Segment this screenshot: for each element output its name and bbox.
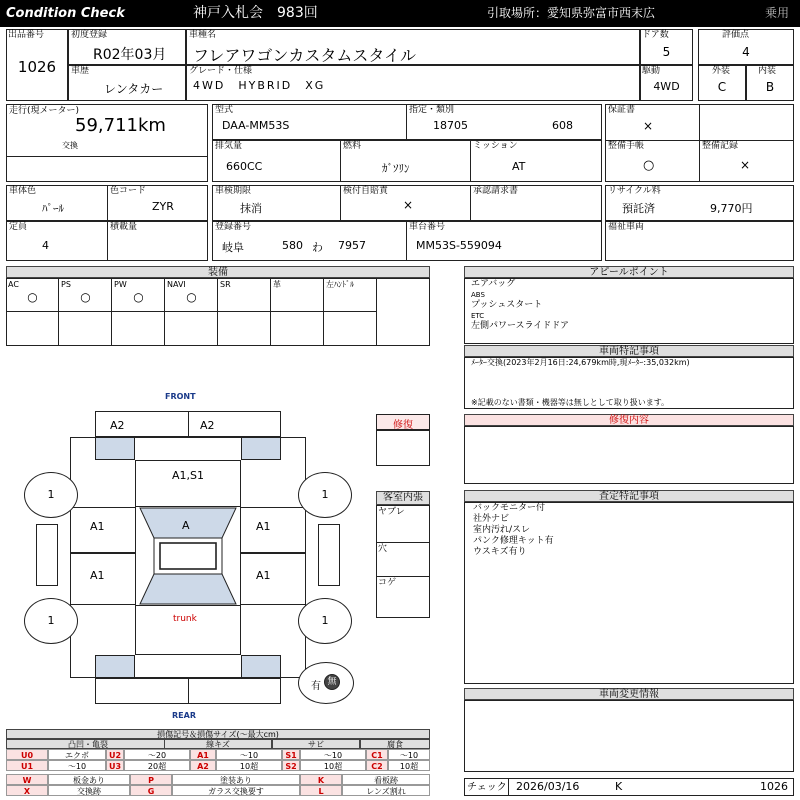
history-label: 車歴 bbox=[71, 66, 90, 76]
legend-desc: 〜10 bbox=[216, 749, 282, 760]
car-name: フレアワゴンカスタムスタイル bbox=[193, 46, 417, 65]
model-value: DAA-MM53S bbox=[222, 119, 290, 132]
car-name-label: 車種名 bbox=[189, 30, 217, 40]
legend-code: U0 bbox=[6, 749, 48, 760]
legend-desc: ガラス交換要す bbox=[172, 785, 300, 796]
legend-desc: 看板跡 bbox=[342, 774, 430, 785]
recycle-status: 預託済 bbox=[622, 202, 655, 215]
exterior-value: C bbox=[717, 80, 727, 94]
first-reg-label: 初度登録 bbox=[71, 30, 108, 40]
interior-damage-title: 客室内張 bbox=[376, 491, 430, 505]
equipment-cell-empty bbox=[271, 312, 324, 346]
legend-code: X bbox=[6, 785, 48, 796]
special-line bbox=[471, 381, 690, 397]
appeal-line: エアバッグ bbox=[471, 279, 516, 289]
model-label: 型式 bbox=[215, 105, 234, 115]
score-label: 評価点 bbox=[722, 30, 750, 40]
legend-code: A2 bbox=[190, 760, 216, 771]
interior-value: B bbox=[765, 80, 775, 94]
transmission-value: AT bbox=[512, 160, 526, 173]
assess-title: 査定特記事項 bbox=[464, 490, 794, 502]
appeal-line: 左側パワースライドドア bbox=[471, 321, 570, 331]
legend-desc: 〜20 bbox=[124, 749, 190, 760]
check-number: 1026 bbox=[760, 780, 788, 793]
interior-damage-item: 穴 bbox=[378, 544, 388, 554]
capacity-divider bbox=[107, 221, 108, 261]
tire-rl: 1 bbox=[24, 598, 78, 644]
legend-code: U3 bbox=[106, 760, 124, 771]
assess-line: 社外ナビ bbox=[473, 514, 510, 524]
legend-code: U1 bbox=[6, 760, 48, 771]
equipment-value: ○ bbox=[80, 290, 91, 304]
doors-value: 5 bbox=[662, 45, 671, 59]
load-label: 積載量 bbox=[110, 222, 138, 232]
pickup-location: 引取場所：愛知県弥富市西末広 bbox=[487, 6, 656, 20]
equipment-value: ○ bbox=[27, 290, 38, 304]
reg-number: 7957 bbox=[338, 239, 366, 252]
legend-desc: 〜10 bbox=[48, 760, 106, 771]
check-divider bbox=[508, 778, 509, 796]
chassis-label: 車台番号 bbox=[409, 222, 446, 232]
legend-desc: 10超 bbox=[388, 760, 430, 771]
repair-detail-box bbox=[464, 426, 794, 484]
equipment-label: NAVI bbox=[167, 280, 186, 289]
recycle-label: リサイクル料 bbox=[608, 186, 661, 196]
fender-rr bbox=[241, 655, 281, 678]
legend-code: P bbox=[130, 774, 172, 785]
equipment-label: SR bbox=[220, 280, 231, 289]
repair-label: 修復 bbox=[393, 420, 413, 431]
drive-value: 4WD bbox=[653, 80, 680, 93]
rear-window bbox=[140, 574, 236, 604]
equipment-cell-empty bbox=[112, 312, 165, 346]
category: 乗用 bbox=[765, 6, 790, 20]
grade-label: グレード・仕様 bbox=[189, 66, 253, 76]
score-value: 4 bbox=[742, 45, 750, 59]
equipment-label: PS bbox=[61, 280, 71, 289]
check-label: チェック bbox=[467, 782, 507, 793]
assess-line: バックモニター付 bbox=[473, 503, 546, 513]
reg-divider bbox=[406, 221, 407, 261]
reg-region: 岐阜 bbox=[222, 241, 244, 254]
hood-panel bbox=[135, 460, 241, 507]
legend-desc: 板金あり bbox=[48, 774, 130, 785]
equipment-title: 装備 bbox=[6, 266, 430, 278]
equipment-value: ○ bbox=[186, 290, 197, 304]
fender-fl bbox=[95, 437, 135, 460]
legend-code: A1 bbox=[190, 749, 216, 760]
history-value: レンタカー bbox=[104, 82, 164, 96]
legend-group: 腐食 bbox=[360, 739, 430, 749]
fuel-label: 燃料 bbox=[343, 141, 362, 151]
designation-value2: 608 bbox=[552, 119, 573, 132]
mileage-label: 走行(現メーター) bbox=[9, 106, 80, 116]
rear-bumper-divider bbox=[188, 678, 189, 704]
mirror-right bbox=[318, 524, 340, 586]
change-box bbox=[464, 700, 794, 772]
doc-title: Condition Check bbox=[6, 6, 125, 21]
reg-kana: わ bbox=[312, 241, 323, 254]
inspection-divider-1 bbox=[340, 185, 341, 221]
door-rr bbox=[240, 553, 306, 605]
equipment-label: 左ﾊﾝﾄﾞﾙ bbox=[326, 280, 354, 289]
tire-rr: 1 bbox=[298, 598, 352, 644]
mileage-note: 交換 bbox=[62, 141, 78, 150]
service-record-label: 整備記録 bbox=[702, 141, 739, 151]
color-code-value: ZYR bbox=[152, 200, 174, 213]
legend-code: K bbox=[300, 774, 342, 785]
exterior-label: 外装 bbox=[712, 66, 731, 76]
trunk-label: trunk bbox=[173, 614, 197, 624]
equipment-cell-empty bbox=[324, 312, 377, 346]
capacity-value: 4 bbox=[42, 239, 49, 252]
legend-code: W bbox=[6, 774, 48, 785]
check-row bbox=[464, 778, 794, 796]
recycle-amount: 9,770円 bbox=[710, 202, 753, 215]
designation-label: 指定・類別 bbox=[409, 105, 455, 115]
legend-code: C2 bbox=[366, 760, 388, 771]
spare-label: 有 bbox=[311, 681, 321, 692]
check-mark: K bbox=[615, 780, 623, 793]
assess-list bbox=[473, 503, 554, 558]
reg-no-label: 登録番号 bbox=[215, 222, 252, 232]
mark-front-right: A2 bbox=[200, 419, 215, 432]
equipment-value: ○ bbox=[133, 290, 144, 304]
equipment-cell-empty bbox=[218, 312, 271, 346]
front-label: FRONT bbox=[165, 392, 196, 401]
mileage-value: 59,711km bbox=[75, 115, 166, 136]
special-list bbox=[471, 357, 690, 409]
mark-door-fl: A1 bbox=[90, 520, 105, 533]
appeal-line: ABS bbox=[471, 291, 485, 299]
legend-group: サビ bbox=[272, 739, 360, 749]
capacity-label: 定員 bbox=[9, 222, 28, 232]
service-record-value: × bbox=[740, 158, 751, 172]
special-title: 車両特記事項 bbox=[464, 345, 794, 357]
legend-desc: 交換跡 bbox=[48, 785, 130, 796]
equipment-cell-empty bbox=[6, 312, 59, 346]
inspection-value: 抹消 bbox=[240, 202, 262, 215]
trunk-panel bbox=[135, 605, 241, 655]
warranty-value: × bbox=[643, 119, 654, 133]
approval-label: 承認請求書 bbox=[473, 186, 519, 196]
special-line: ※記載のない書類・機器等は無しとして取り扱います。 bbox=[471, 398, 670, 407]
reg-class: 580 bbox=[282, 239, 303, 252]
check-date: 2026/03/16 bbox=[516, 780, 580, 793]
legend-desc: 10超 bbox=[216, 760, 282, 771]
mark-door-rl: A1 bbox=[90, 569, 105, 582]
mark-front-left: A2 bbox=[110, 419, 125, 432]
drive-label: 駆動 bbox=[642, 66, 661, 76]
model-divider bbox=[406, 104, 407, 140]
engine-divider-1 bbox=[340, 140, 341, 182]
appeal-line: ETC bbox=[471, 312, 485, 320]
rear-label: REAR bbox=[172, 711, 196, 720]
displacement-label: 排気量 bbox=[215, 141, 243, 151]
assess-line: 室内汚れ/スレ bbox=[473, 525, 531, 535]
repair-detail-title: 修復内容 bbox=[464, 414, 794, 426]
legend-desc: 〜10 bbox=[388, 749, 430, 760]
first-reg-value: R02年03月 bbox=[93, 47, 167, 63]
legend-code: U2 bbox=[106, 749, 124, 760]
mark-windshield: A bbox=[182, 519, 190, 532]
mileage-divider bbox=[6, 156, 208, 157]
equipment-cell-empty bbox=[165, 312, 218, 346]
interior-damage-item: コゲ bbox=[378, 578, 397, 588]
assess-line: ウスキズ有り bbox=[473, 547, 527, 557]
inspection-label: 車検期限 bbox=[215, 186, 252, 196]
interior-label: 内装 bbox=[758, 66, 777, 76]
fender-fr bbox=[241, 437, 281, 460]
legend-group: 線キズ bbox=[164, 739, 272, 749]
appeal-title: アピールポイント bbox=[464, 266, 794, 278]
warranty-divider-v bbox=[699, 104, 700, 182]
manual-value: ○ bbox=[643, 158, 655, 173]
door-fr bbox=[240, 507, 306, 553]
displacement-value: 660CC bbox=[226, 160, 263, 173]
legend-code: S1 bbox=[282, 749, 300, 760]
reg-row bbox=[212, 221, 602, 261]
interior-damage-divider-2 bbox=[376, 576, 430, 577]
mark-door-fr: A1 bbox=[256, 520, 271, 533]
chassis-value: MM53S-559094 bbox=[416, 239, 502, 252]
repair-box bbox=[376, 430, 430, 466]
equipment-label: AC bbox=[8, 280, 19, 289]
tire-fr: 1 bbox=[298, 472, 352, 518]
equipment-label: 革 bbox=[273, 280, 281, 289]
equipment-cell-empty bbox=[59, 312, 112, 346]
legend-desc: 〜10 bbox=[300, 749, 366, 760]
legend-desc: 10超 bbox=[300, 760, 366, 771]
manual-label: 整備手帳 bbox=[608, 141, 645, 151]
equipment-label: PW bbox=[114, 280, 127, 289]
designation-value1: 18705 bbox=[433, 119, 468, 132]
interior-damage-item: ヤブレ bbox=[378, 507, 405, 517]
change-title: 車両変更情報 bbox=[464, 688, 794, 700]
legend-group: 凸凹・亀裂 bbox=[6, 739, 170, 749]
legend-code: S2 bbox=[282, 760, 300, 771]
front-bumper-divider bbox=[188, 411, 189, 437]
legend-code: L bbox=[300, 785, 342, 796]
mark-hood: A1,S1 bbox=[171, 469, 204, 482]
legend-desc: エクボ bbox=[48, 749, 106, 760]
special-line bbox=[471, 369, 690, 381]
engine-divider-2 bbox=[470, 140, 471, 182]
mirror-left bbox=[36, 524, 58, 586]
legend-desc: 20超 bbox=[124, 760, 190, 771]
color-value: ﾊﾟｰﾙ bbox=[42, 202, 64, 215]
warranty-label: 保証書 bbox=[608, 105, 636, 115]
mark-door-rr: A1 bbox=[256, 569, 271, 582]
spare-mark: 無 bbox=[324, 674, 340, 690]
interior-damage-divider-1 bbox=[376, 542, 430, 543]
appeal-line: プッシュスタート bbox=[471, 300, 543, 310]
doors-label: ドア数 bbox=[642, 30, 669, 40]
fuel-value: ｶﾞｿﾘﾝ bbox=[382, 162, 410, 175]
fender-rl bbox=[95, 655, 135, 678]
color-code-label: 色コード bbox=[110, 186, 147, 196]
appeal-list bbox=[471, 279, 569, 332]
welfare-label: 福祉車両 bbox=[608, 222, 645, 232]
self-insurance-value: × bbox=[403, 198, 414, 212]
legend-desc: 塗装あり bbox=[172, 774, 300, 785]
auction-name: 神戸入札会 983回 bbox=[193, 5, 318, 21]
tire-fl: 1 bbox=[24, 472, 78, 518]
legend-code: C1 bbox=[366, 749, 388, 760]
grade-value: 4WD HYBRID XG bbox=[193, 79, 326, 92]
lot-number: 1026 bbox=[17, 58, 57, 76]
legend-code: G bbox=[130, 785, 172, 796]
color-label: 車体色 bbox=[9, 186, 37, 196]
lot-label: 出品番号 bbox=[8, 30, 45, 40]
special-line: ﾒｰﾀｰ交換(2023年2月16日:24,679km時,現ﾒｰﾀｰ:35,032km) bbox=[471, 358, 690, 367]
self-insurance-label: 検付自賠責 bbox=[343, 186, 389, 196]
assess-line: パンク修理キット有 bbox=[473, 536, 554, 546]
transmission-label: ミッション bbox=[473, 141, 518, 151]
inspection-divider-2 bbox=[470, 185, 471, 221]
legend-title: 損傷記号＆損傷サイズ(〜最大cm) bbox=[6, 729, 430, 739]
interior-damage-box bbox=[376, 505, 430, 618]
color-divider bbox=[107, 185, 108, 221]
legend-desc: レンズ割れ bbox=[342, 785, 430, 796]
